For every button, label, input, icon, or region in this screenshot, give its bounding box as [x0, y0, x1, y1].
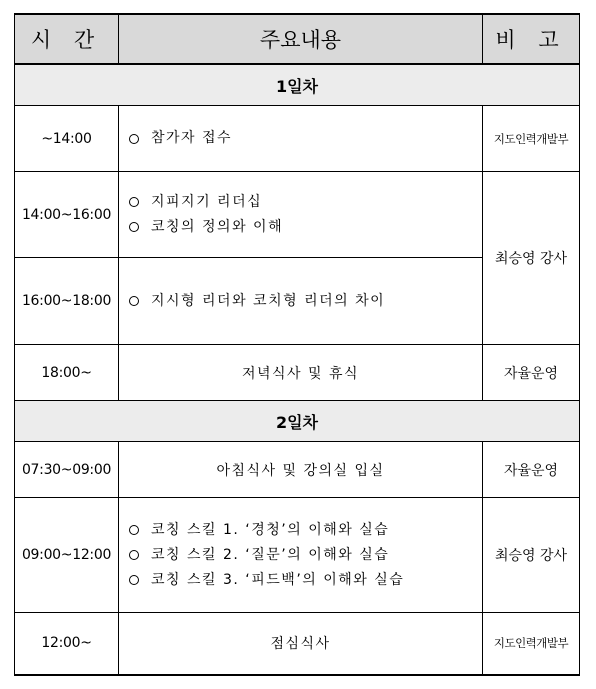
- time-cell: ~14:00: [15, 106, 119, 172]
- list-item: 참가자 접수: [129, 126, 482, 151]
- content-cell: 저녁식사 및 휴식: [119, 345, 483, 401]
- content-cell: [119, 106, 483, 172]
- note-cell: 지도인력개발부: [483, 613, 580, 675]
- circle-bullet-icon: [129, 575, 139, 585]
- content-cell: 아침식사 및 강의실 입실: [119, 442, 483, 498]
- time-cell: 14:00~16:00: [15, 172, 119, 258]
- table-row: [15, 498, 580, 613]
- day2-label: 2일차: [15, 401, 580, 442]
- table-row: [15, 442, 580, 498]
- list-item: 지시형 리더와 코치형 리더의 차이: [129, 289, 482, 314]
- circle-bullet-icon: [129, 550, 139, 560]
- content-cell: 점심식사: [119, 613, 483, 675]
- day1-row: [15, 64, 580, 106]
- schedule-table: [14, 13, 580, 676]
- note-cell: 자율운영: [483, 442, 580, 498]
- content-cell: [119, 172, 483, 258]
- table-row: [15, 345, 580, 401]
- circle-bullet-icon: [129, 296, 139, 306]
- table-header-row: [15, 14, 580, 64]
- header-note: 비 고: [483, 14, 580, 64]
- circle-bullet-icon: [129, 134, 139, 144]
- time-cell: 12:00~: [15, 613, 119, 675]
- note-cell: 자율운영: [483, 345, 580, 401]
- circle-bullet-icon: [129, 197, 139, 207]
- table-row: [15, 613, 580, 675]
- header-content: 주요내용: [119, 14, 483, 64]
- time-cell: 18:00~: [15, 345, 119, 401]
- content-cell: [119, 258, 483, 345]
- list-item: 코칭 스킬 1. ‘경청’의 이해와 실습: [129, 518, 482, 543]
- day1-label: 1일차: [15, 64, 580, 106]
- content-cell: [119, 498, 483, 613]
- note-cell: 지도인력개발부: [483, 106, 580, 172]
- circle-bullet-icon: [129, 525, 139, 535]
- time-cell: 07:30~09:00: [15, 442, 119, 498]
- time-cell: 09:00~12:00: [15, 498, 119, 613]
- circle-bullet-icon: [129, 222, 139, 232]
- list-item: 코칭의 정의와 이해: [129, 215, 482, 240]
- list-item: 코칭 스킬 2. ‘질문’의 이해와 실습: [129, 543, 482, 568]
- table-row: [15, 106, 580, 172]
- note-cell: 최승영 강사: [483, 172, 580, 345]
- list-item: 코칭 스킬 3. ‘피드백’의 이해와 실습: [129, 568, 482, 593]
- list-item: 지피지기 리더십: [129, 190, 482, 215]
- table-row: [15, 172, 580, 258]
- day2-row: [15, 401, 580, 442]
- time-cell: 16:00~18:00: [15, 258, 119, 345]
- note-cell: 최승영 강사: [483, 498, 580, 613]
- header-time: 시 간: [15, 14, 119, 64]
